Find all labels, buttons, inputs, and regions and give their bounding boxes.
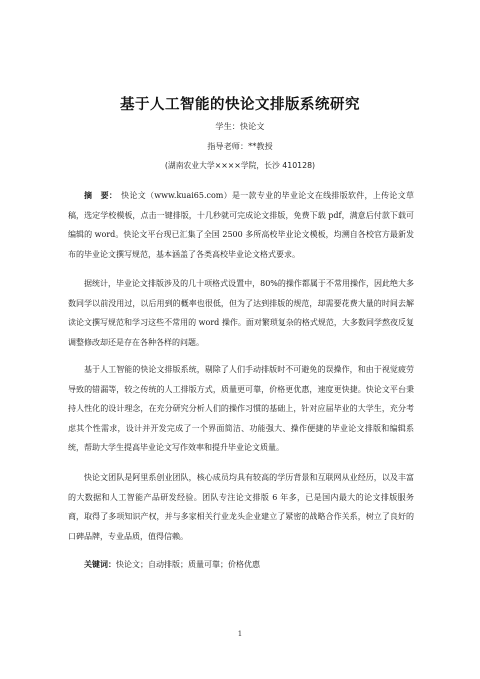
paper-title: 基于人工智能的快论文排版系统研究	[120, 97, 360, 113]
advisor-line: 指导老师：**教授	[207, 141, 273, 151]
keywords-text: 快论文；自动排版；质量可靠；价格优惠	[116, 560, 260, 569]
abstract-label: 摘 要：	[84, 191, 118, 200]
abstract-paragraph-3: 基于人工智能的快论文排版系统，剔除了人们手动排版时不可避免的误操作，和由于视觉疲劳导致的错漏等，较之传统的人工排版方式，质量更可靠，价格更优惠，速度更快捷。快论文平台秉持人性化的设计理念，在充分研究分析人们的操作习惯的基础上，针对应届毕业的大学生，充分考虑其个性需求，设计并开发完成了一个界面简洁、功能强大、操作便捷的毕业论文排版和编辑系统，帮助大学生提高毕业论文写作效率和提升毕业论文质量。	[68, 365, 414, 452]
abstract-paragraph-1	[68, 186, 414, 264]
affiliation-line: (湖南农业大学××××学院，长沙 410128)	[164, 161, 316, 170]
page-number: 1	[237, 630, 243, 638]
abstract-paragraph-2: 据统计，毕业论文排版涉及的几十项格式设置中，80%的操作都属于不常用操作，因此绝大多数同学以前没用过，以后用到的概率也很低，但为了达到排版的规范，却需要花费大量的时间去解读论文撰写规范和学习这些不常用的 word 操作。面对繁琐复杂的格式规范，大多数同学熬夜反复调整修改却还是存在各种各样的问题。	[68, 279, 414, 347]
student-line: 学生：快论文	[215, 121, 265, 131]
keywords-label: 关键词：	[84, 560, 116, 569]
abstract-paragraph-1-text: 快论文（www.kuai65.com）是一款专业的毕业论文在线排版软件，上传论文草稿，选定学校模板，点击一键排版，十几秒就可完成论文排版，免费下载 pdf，满意后付款下载可编辑的 word。快论文平台现已汇集了全国 2500 多所高校毕业论文模板，均溯自各校官方最新发布的毕业论文撰写规范，基本涵盖了各类高校毕业论文格式要求。	[68, 191, 414, 259]
keywords-line	[68, 555, 414, 575]
abstract-paragraph-4: 快论文团队是阿里系创业团队，核心成员均具有较高的学历背景和互联网从业经历，以及丰富的大数据和人工智能产品研发经验。团队专注论文排版 6 年多，已是国内最大的论文排版服务商，取得了多项知识产权，并与多家相关行业龙头企业建立了紧密的战略合作关系，树立了良好的口碑品牌，专业品质，值得信赖。	[68, 473, 414, 541]
